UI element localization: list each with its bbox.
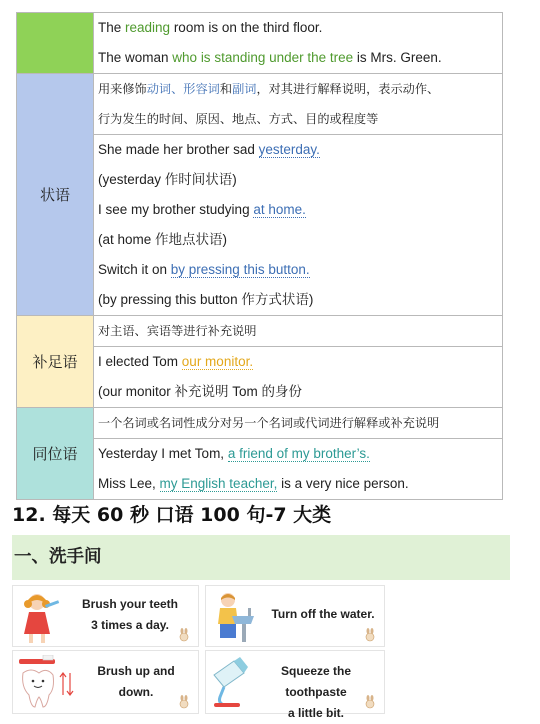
text-run: 用来修饰 (98, 82, 147, 96)
highlighted-phrase: at home. (253, 202, 306, 217)
card-caption-line: Brush up and (97, 664, 175, 678)
definition-line (98, 316, 502, 346)
grammar-term-cell (17, 13, 94, 74)
example-sentence (98, 469, 502, 499)
tooth-and-brush-icon (17, 655, 77, 711)
phrase-card-turn-off-water (205, 585, 385, 647)
text-run: The (98, 20, 126, 35)
text-run: I elected Tom (98, 354, 182, 369)
text-run: is a very nice person. (277, 476, 409, 491)
text-run: Switch it on (98, 262, 171, 277)
card-caption-line: Turn off the water. (271, 607, 375, 621)
card-caption-line: 3 times a day. (91, 618, 169, 632)
highlighted-phrase: by pressing this button. (170, 262, 310, 277)
section-title: 12. 每天 60 秒 口语 100 句-7 大类 (12, 504, 332, 526)
grammar-table-body (17, 13, 503, 500)
text-run: ，对其进行解释说明，表示动作、 (256, 82, 440, 96)
text-run: 行为发生的时间、原因、地点、方式、目的或程度等 (98, 112, 379, 126)
note-line (98, 285, 502, 315)
example-sentence (98, 135, 502, 165)
card-caption-line: Brush your teeth (81, 597, 178, 611)
grammar-term-cell: 同位语 (17, 408, 94, 500)
bunny-logo-icon (364, 695, 376, 709)
text-run: 一个名词或名词性成分对另一个名词或代词进行解释或补充说明 (98, 416, 440, 430)
text-run: Yesterday I met Tom, (98, 446, 228, 461)
text-run: (yesterday 作时间状语) (98, 172, 237, 187)
highlighted-phrase: my English teacher, (159, 476, 278, 491)
grammar-content-cell (94, 439, 503, 500)
text-run: Miss Lee, (98, 476, 160, 491)
text-run: room is on the third floor. (170, 20, 323, 35)
example-sentence (98, 195, 502, 225)
grammar-content-cell (94, 74, 503, 135)
example-sentence (98, 347, 502, 377)
grammar-content-cell (94, 135, 503, 316)
definition-line (98, 74, 502, 104)
grammar-term-cell: 状语 (17, 74, 94, 316)
note-line (98, 225, 502, 255)
card-caption (85, 661, 187, 703)
text-run: is Mrs. Green. (353, 50, 442, 65)
bunny-logo-icon (178, 628, 190, 642)
toothpaste-tube-icon (210, 655, 254, 711)
definition-line (98, 408, 502, 438)
definition-line (98, 104, 502, 134)
boy-at-sink-icon (210, 590, 264, 646)
card-caption-line: Squeeze the toothpaste (280, 664, 352, 699)
card-caption-line: a little bit. (287, 706, 344, 720)
grammar-content-cell (94, 408, 503, 439)
subsection-header (12, 535, 510, 580)
grammar-row (17, 316, 503, 347)
text-run: (by pressing this button 作方式状语) (98, 292, 314, 307)
example-sentence (98, 13, 502, 43)
grammar-content-cell (94, 13, 503, 74)
text-run: The woman (98, 50, 173, 65)
note-line (98, 377, 502, 407)
phrase-card-squeeze-toothpaste (205, 650, 385, 720)
grammar-row (17, 408, 503, 439)
bunny-logo-icon (364, 628, 376, 642)
highlighted-phrase: our monitor. (181, 354, 254, 369)
text-run: (at home 作地点状语) (98, 232, 228, 247)
phrase-card-brush-teeth (12, 585, 199, 647)
grammar-table (16, 12, 503, 500)
text-run: I see my brother studying (98, 202, 254, 217)
highlighted-phrase: yesterday. (258, 142, 320, 157)
example-sentence (98, 43, 502, 73)
subsection-title: 一、洗手间 (14, 547, 102, 567)
grammar-term-cell: 补足语 (17, 316, 94, 408)
highlighted-phrase: reading (125, 20, 171, 35)
card-caption (250, 661, 382, 724)
card-caption-line: down. (118, 685, 154, 699)
phrase-card-brush-up-down (12, 650, 199, 714)
highlighted-phrase: who is standing under the tree (172, 50, 354, 65)
highlighted-phrase: a friend of my brother’s. (227, 446, 370, 461)
card-caption (75, 594, 185, 636)
grammar-content-cell (94, 347, 503, 408)
card-caption (264, 604, 382, 625)
bunny-logo-icon (178, 695, 190, 709)
grammar-row (17, 74, 503, 135)
text-run: 对主语、宾语等进行补充说明 (98, 324, 257, 338)
note-line (98, 165, 502, 195)
highlighted-phrase: 副词 (232, 82, 257, 96)
text-run: She made her brother sad (98, 142, 259, 157)
grammar-content-cell (94, 316, 503, 347)
highlighted-phrase: 动词、形容词 (146, 82, 220, 96)
text-run: 和 (219, 82, 233, 96)
girl-brushing-teeth-icon (17, 590, 67, 646)
grammar-row (17, 13, 503, 74)
text-run: (our monitor 补充说明 Tom 的身份 (98, 384, 303, 399)
example-sentence (98, 255, 502, 285)
example-sentence (98, 439, 502, 469)
